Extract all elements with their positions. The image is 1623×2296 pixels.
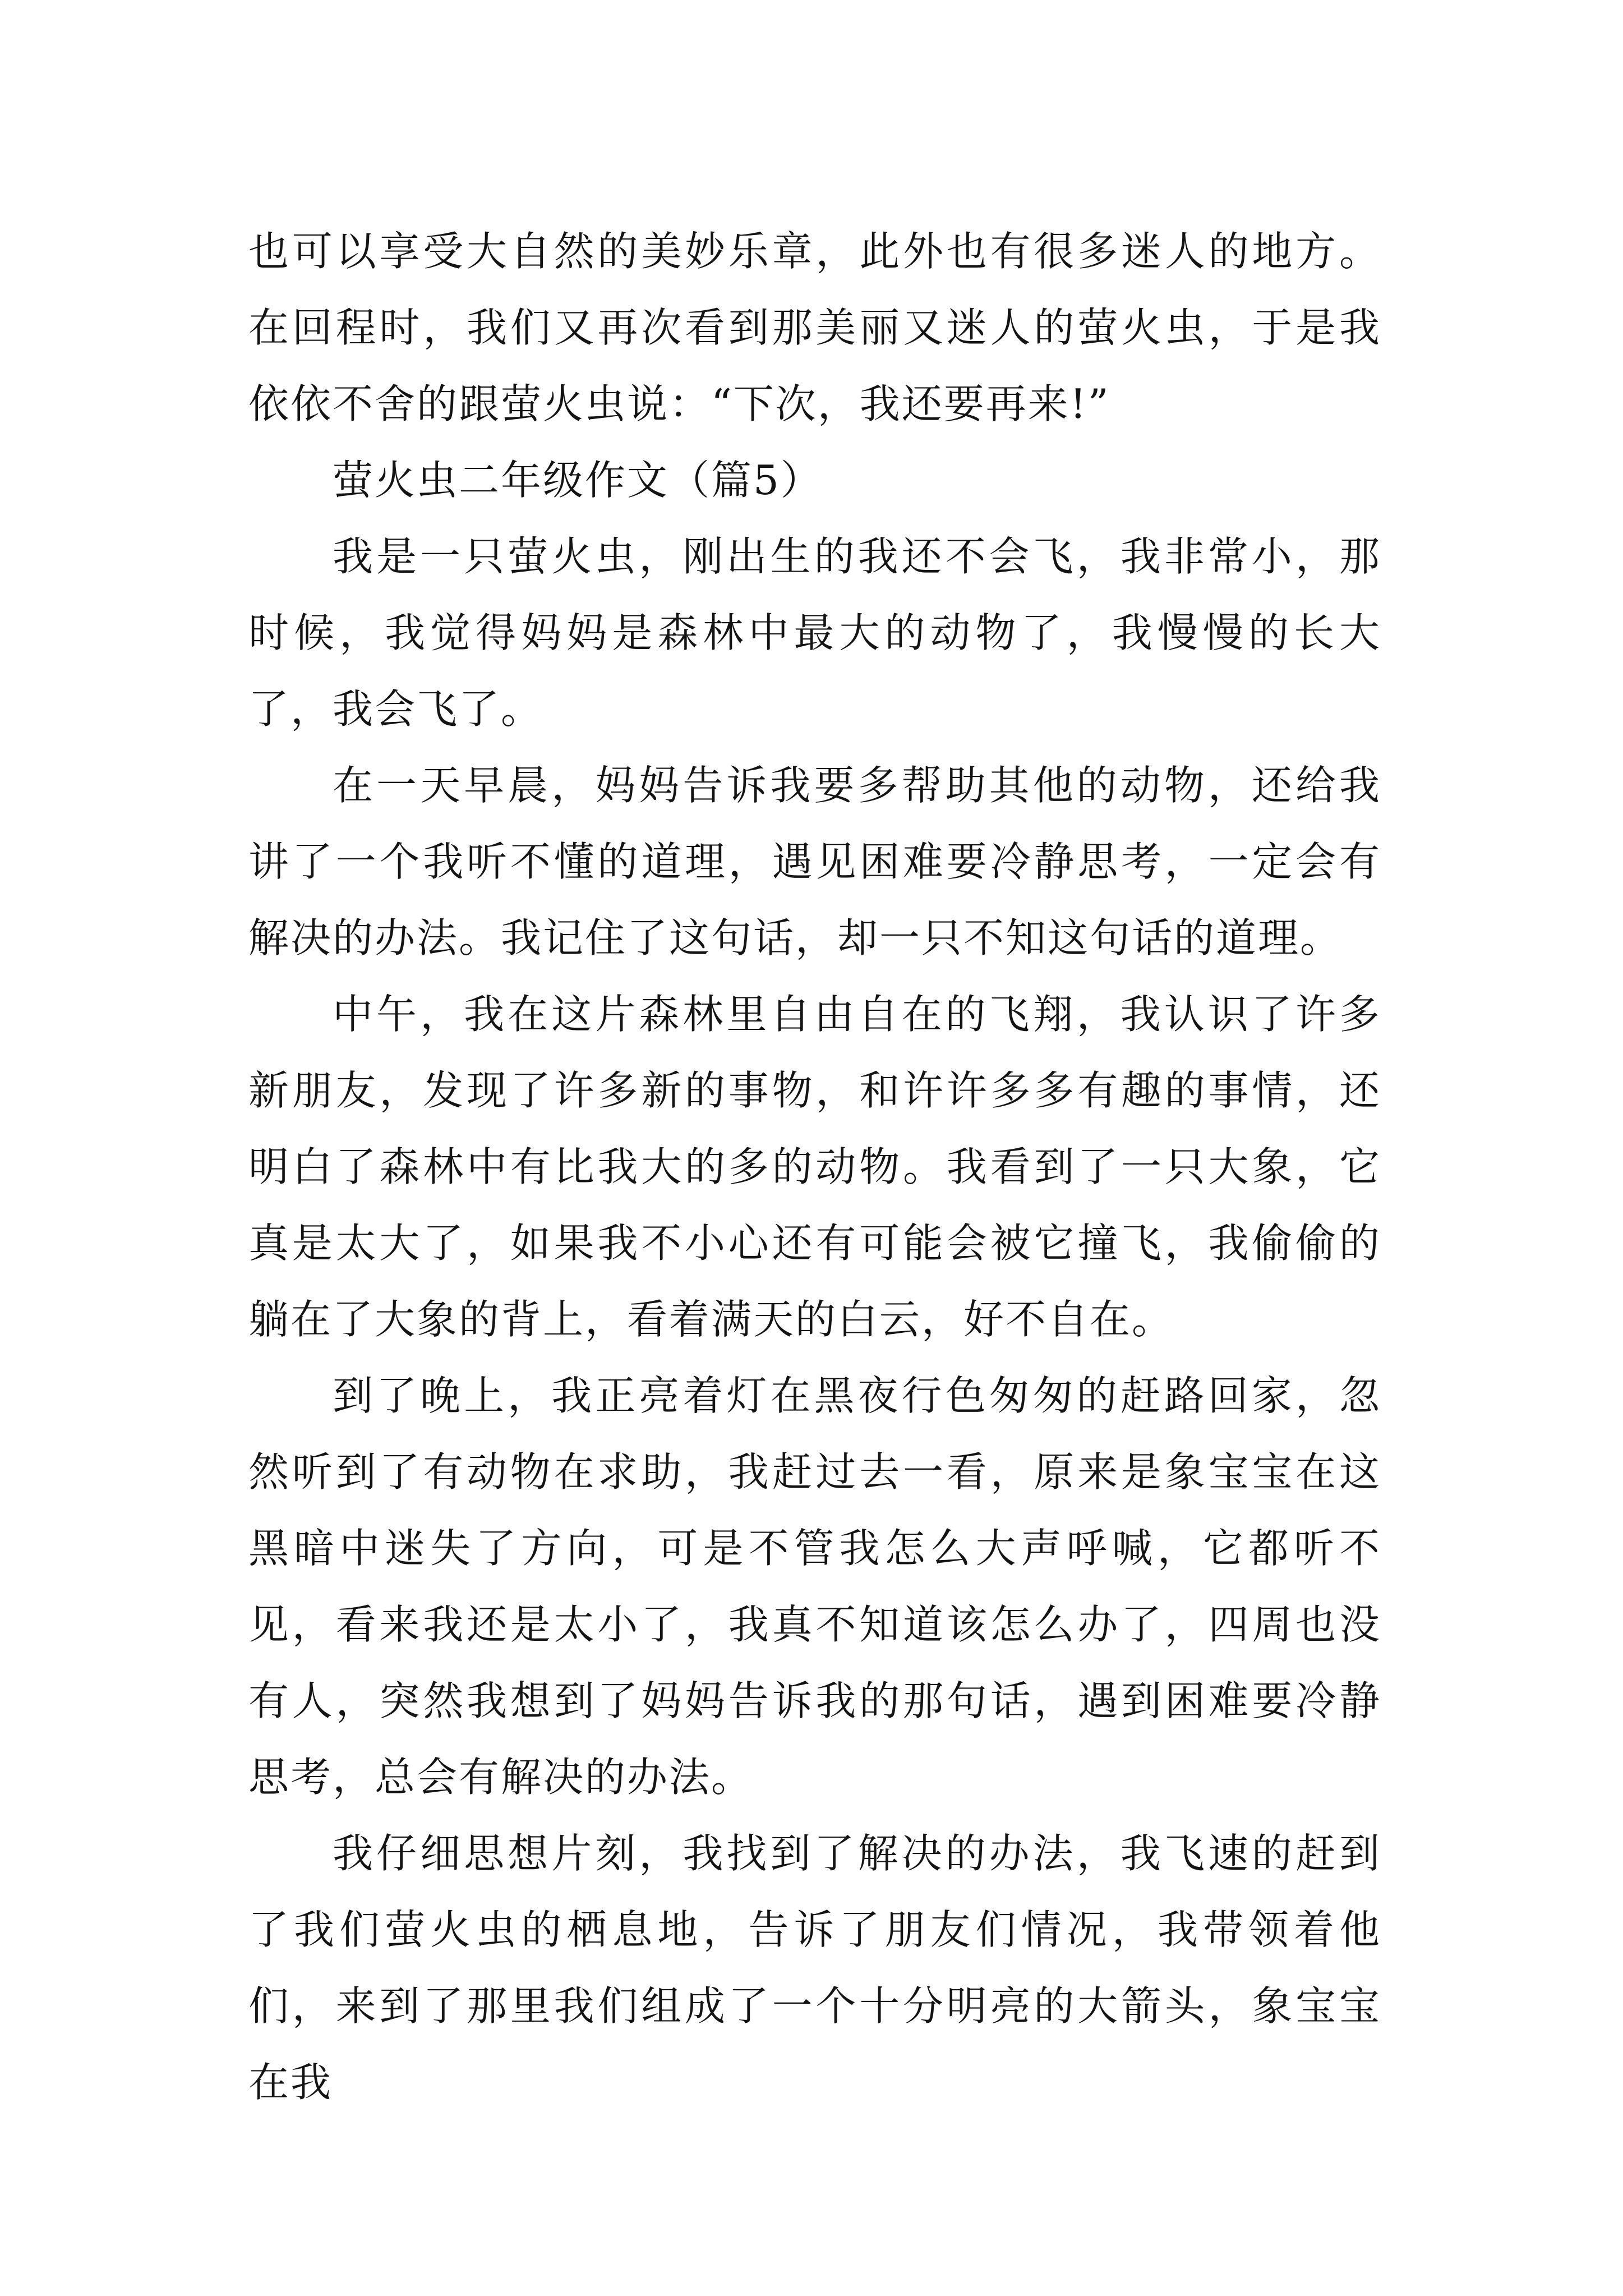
document-body bbox=[248, 213, 1381, 2120]
paragraph-5: 我仔细思想片刻，我找到了解决的办法，我飞速的赶到了我们萤火虫的栖息地，告诉了朋友们情况，我带领着他们，来到了那里我们组成了一个十分明亮的大箭头，象宝宝在我 bbox=[248, 1830, 1381, 2106]
paragraph-1: 我是一只萤火虫，刚出生的我还不会飞，我非常小，那时候，我觉得妈妈是森林中最大的动物了，我慢慢的长大了，我会飞了。 bbox=[248, 533, 1381, 733]
paragraph-4: 到了晚上，我正亮着灯在黑夜行色匆匆的赶路回家，忽然听到了有动物在求助，我赶过去一看，原来是象宝宝在这黑暗中迷失了方向，可是不管我怎么大声呼喊，它都听不见，看来我还是太小了，我真不知道该怎么办了，四周也没有人，突然我想到了妈妈告诉我的那句话，遇到困难要冷静思考，总会有解决的办法。 bbox=[248, 1372, 1381, 1801]
paragraph-2: 在一天早晨，妈妈告诉我要多帮助其他的动物，还给我讲了一个我听不懂的道理，遇见困难要冷静思考，一定会有解决的办法。我记住了这句话，却一只不知这句话的道理。 bbox=[248, 762, 1381, 961]
section-title: 萤火虫二年级作文（篇5） bbox=[333, 457, 823, 504]
continuation-paragraph: 也可以享受大自然的美妙乐章，此外也有很多迷人的地方。在回程时，我们又再次看到那美丽又迷人的萤火虫，于是我依依不舍的跟萤火虫说：“下次，我还要再来!” bbox=[248, 228, 1381, 427]
paragraph-3: 中午，我在这片森林里自由自在的飞翔，我认识了许多新朋友，发现了许多新的事物，和许许多多有趣的事情，还明白了森林中有比我大的多的动物。我看到了一只大象，它真是太大了，如果我不小心还有可能会被它撞飞，我偷偷的躺在了大象的背上，看着满天的白云，好不自在。 bbox=[248, 991, 1381, 1343]
